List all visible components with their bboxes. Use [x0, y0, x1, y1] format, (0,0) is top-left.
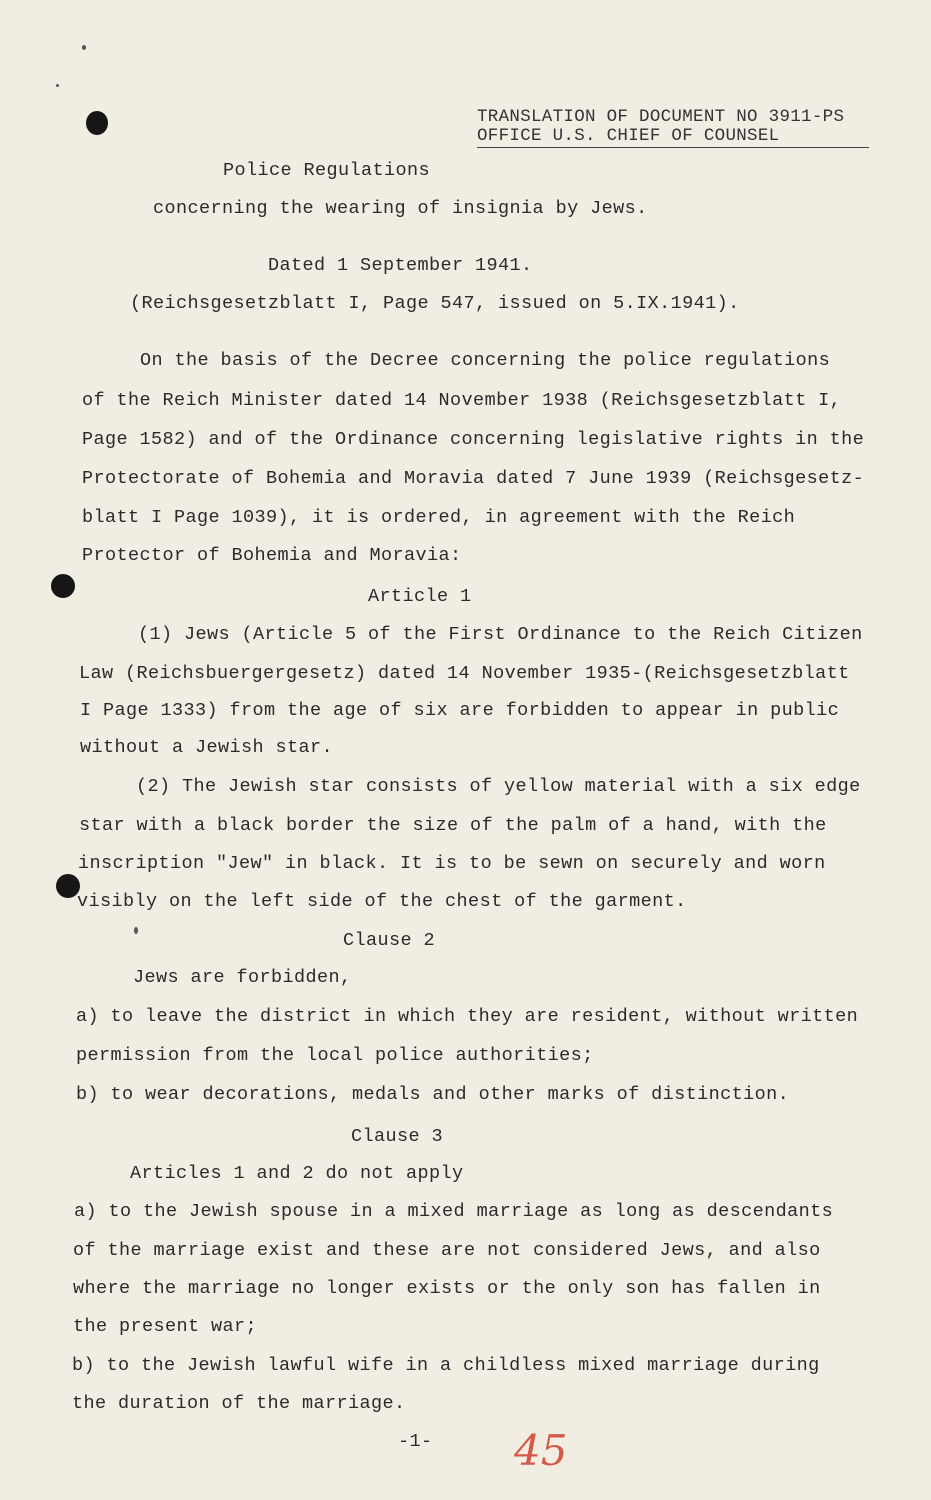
- clause-3-item-line: a) to the Jewish spouse in a mixed marriage as long as descendants: [74, 1201, 834, 1222]
- preamble-line: Protector of Bohemia and Moravia:: [82, 545, 462, 566]
- clause-2-intro: Jews are forbidden,: [133, 967, 352, 988]
- clause-3-item-line: the present war;: [73, 1316, 258, 1337]
- clause-2-item-line: a) to leave the district in which they are resident, without written: [76, 1006, 859, 1027]
- document-header: [477, 108, 844, 146]
- speck: [134, 927, 138, 934]
- clause-3-heading: Clause 3: [351, 1126, 444, 1147]
- header-underline: [477, 147, 869, 148]
- article-1-para-2-line: inscription "Jew" in black. It is to be sewn on securely and worn: [78, 853, 826, 874]
- clause-3-item-line: b) to the Jewish lawful wife in a childless mixed marriage during: [72, 1355, 820, 1376]
- article-1-para-2-line: visibly on the left side of the chest of the garment.: [77, 891, 687, 912]
- preamble-line: Protectorate of Bohemia and Moravia dated 7 June 1939 (Reichsgesetz-: [82, 468, 865, 489]
- punch-hole-middle: [51, 574, 75, 598]
- article-1-para-2-line: (2) The Jewish star consists of yellow material with a six edge: [136, 776, 861, 797]
- punch-hole-top: [86, 111, 108, 135]
- speck: [82, 45, 86, 50]
- article-1-para-1-line: without a Jewish star.: [80, 737, 334, 758]
- clause-3-item-line: where the marriage no longer exists or the only son has fallen in: [73, 1278, 821, 1299]
- article-1-para-1-line: (1) Jews (Article 5 of the First Ordinance to the Reich Citizen: [138, 624, 863, 645]
- title-line-1: Police Regulations: [223, 160, 431, 181]
- preamble-line: of the Reich Minister dated 14 November 1938 (Reichsgesetzblatt I,: [82, 390, 842, 411]
- title-line-2: concerning the wearing of insignia by Jews.: [153, 198, 648, 219]
- preamble-line: On the basis of the Decree concerning the police regulations: [140, 350, 831, 371]
- clause-2-heading: Clause 2: [343, 930, 436, 951]
- preamble-line: Page 1582) and of the Ordinance concerning legislative rights in the: [82, 429, 865, 450]
- page-number: -1-: [398, 1431, 433, 1452]
- article-1-para-1-line: I Page 1333) from the age of six are forbidden to appear in public: [80, 700, 840, 721]
- article-1-para-1-line: Law (Reichsbuergergesetz) dated 14 November 1935-(Reichsgesetzblatt: [79, 663, 850, 684]
- article-1-para-2-line: star with a black border the size of the palm of a hand, with the: [79, 815, 827, 836]
- header-line-2: OFFICE U.S. CHIEF OF COUNSEL: [477, 126, 780, 146]
- clause-3-item-line: the duration of the marriage.: [72, 1393, 406, 1414]
- clause-2-item-line: permission from the local police authorities;: [76, 1045, 594, 1066]
- clause-3-item-line: of the marriage exist and these are not considered Jews, and also: [73, 1240, 821, 1261]
- header-line-1: TRANSLATION OF DOCUMENT NO 3911-PS: [477, 107, 845, 127]
- clause-3-intro: Articles 1 and 2 do not apply: [130, 1163, 464, 1184]
- preamble-line: blatt I Page 1039), it is ordered, in agreement with the Reich: [82, 507, 796, 528]
- speck: [56, 84, 59, 87]
- clause-2-item-line: b) to wear decorations, medals and other marks of distinction.: [76, 1084, 790, 1105]
- source-line: (Reichsgesetzblatt I, Page 547, issued on 5.IX.1941).: [130, 293, 740, 314]
- folio-stamp: 45: [514, 1426, 568, 1475]
- article-1-heading: Article 1: [368, 586, 472, 607]
- dated-line: Dated 1 September 1941.: [268, 255, 533, 276]
